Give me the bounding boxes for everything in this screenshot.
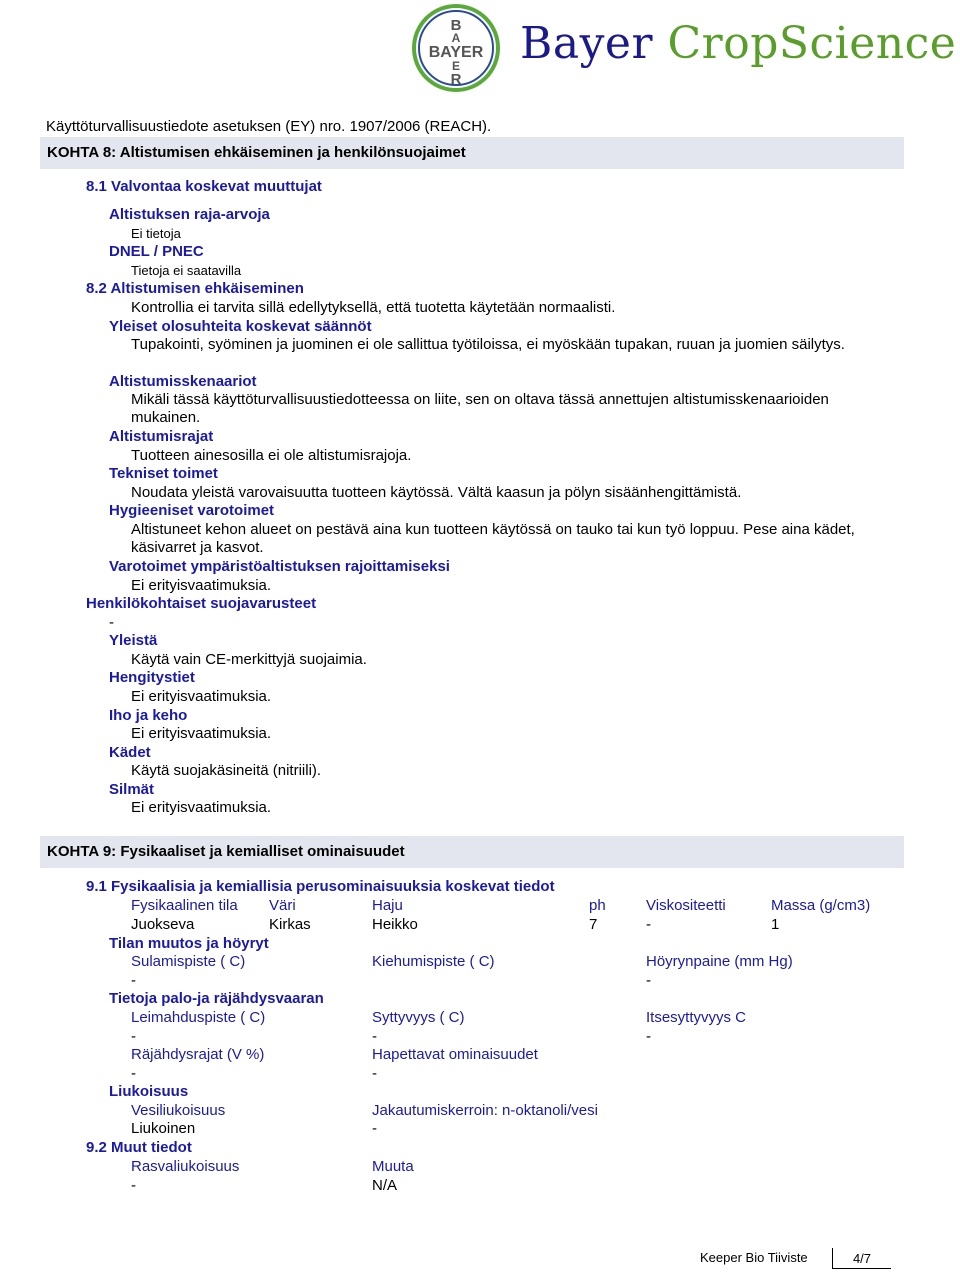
heading-8-2-value: Kontrollia ei tarvita sillä edellytyksellä, että tuotetta käytetään normaalisti. <box>131 299 616 316</box>
eyes-value: Ei erityisvaatimuksia. <box>131 799 272 816</box>
hands-value: Käytä suojakäsineitä (nitriili). <box>131 762 322 779</box>
page-number: 4/7 <box>832 1248 891 1269</box>
hygiene-heading: Hygieeniset varotoimet <box>109 502 275 519</box>
environment-value: Ei erityisvaatimuksia. <box>131 577 272 594</box>
water-solubility-label: Vesiliukoisuus <box>131 1102 226 1119</box>
prop-value-density: 1 <box>771 916 780 933</box>
dnel-heading: DNEL / PNEC <box>109 243 204 260</box>
section-8-header: KOHTA 8: Altistumisen ehkäiseminen ja henkilönsuojaimet <box>40 137 904 169</box>
scenarios-heading: Altistumisskenaariot <box>109 373 257 390</box>
flammability-value: - <box>372 1028 377 1045</box>
other-label: Muuta <box>372 1158 414 1175</box>
partition-coefficient-value: - <box>372 1120 377 1137</box>
prop-header-viscosity: Viskositeetti <box>646 897 726 914</box>
partition-coefficient-label: Jakautumiskerroin: n-oktanoli/vesi <box>372 1102 598 1119</box>
melting-point-value: - <box>131 972 136 989</box>
prop-header-ph: ph <box>589 897 606 914</box>
hands-heading: Kädet <box>109 744 151 761</box>
svg-text:BAYER: BAYER <box>428 44 484 61</box>
scenarios-value: Mikäli tässä käyttöturvallisuustiedotteessa on liite, sen on oltava tässä annettujen altistumisskenaarioiden mukainen. <box>131 391 829 426</box>
prop-header-state: Fysikaalinen tila <box>131 897 238 914</box>
environment-heading: Varotoimet ympäristöaltistuksen rajoittamiseksi <box>109 558 450 575</box>
brand-name: Bayer CropScience <box>520 18 957 69</box>
oxidizing-label: Hapettavat ominaisuudet <box>372 1046 538 1063</box>
explosion-limits-label: Räjähdysrajat (V %) <box>131 1046 265 1063</box>
exposure-limits-value: Tuotteen ainesosilla ei ole altistumisrajoja. <box>131 447 412 464</box>
heading-8-2: 8.2 Altistumisen ehkäiseminen <box>86 280 304 297</box>
prop-header-odor: Haju <box>372 897 403 914</box>
dnel-value: Tietoja ei saatavilla <box>131 263 242 278</box>
prop-header-color: Väri <box>269 897 296 914</box>
skin-heading: Iho ja keho <box>109 707 188 724</box>
prop-value-odor: Heikko <box>372 916 418 933</box>
heading-8-1: 8.1 Valvontaa koskevat muuttujat <box>86 178 322 195</box>
vapor-pressure-value: - <box>646 972 651 989</box>
prop-value-viscosity: - <box>646 916 651 933</box>
limits-heading: Altistuksen raja-arvoja <box>109 206 270 223</box>
footer-product-name: Keeper Bio Tiiviste <box>700 1250 808 1265</box>
heading-9-1: 9.1 Fysikaalisia ja kemiallisia perusominaisuuksia koskevat tiedot <box>86 878 555 895</box>
technical-value: Noudata yleistä varovaisuutta tuotteen käytössä. Vältä kaasun ja pölyn sisäänhengittämistä. <box>131 484 742 501</box>
respiratory-heading: Hengitystiet <box>109 669 195 686</box>
oxidizing-value: - <box>372 1065 377 1082</box>
regulation-line: Käyttöturvallisuustiedote asetuksen (EY) nro. 1907/2006 (REACH). <box>46 118 492 135</box>
fat-solubility-label: Rasvaliukoisuus <box>131 1158 240 1175</box>
boiling-point-label: Kiehumispiste ( C) <box>372 953 495 970</box>
hygiene-value: Altistuneet kehon alueet on pestävä aina kun tuotteen käytössä on tauko tai kun työ loppuu. Pese aina kädet, käsivarret ja kasvot. <box>131 521 855 556</box>
vapor-pressure-label: Höyrynpaine (mm Hg) <box>646 953 793 970</box>
fat-solubility-value: - <box>131 1177 136 1194</box>
ppe-value: - <box>109 614 114 631</box>
svg-text:E: E <box>451 59 461 73</box>
general-rules-heading: Yleiset olosuhteita koskevat säännöt <box>109 318 372 335</box>
section-9-header: KOHTA 9: Fysikaaliset ja kemialliset ominaisuudet <box>40 836 904 868</box>
general-ppe-value: Käytä vain CE-merkittyjä suojaimia. <box>131 651 367 668</box>
general-rules-value: Tupakointi, syöminen ja juominen ei ole sallittua työtiloissa, ei myöskään tupakan, ruuan ja juomien säilytys. <box>131 336 845 353</box>
flash-point-label: Leimahduspiste ( C) <box>131 1009 266 1026</box>
bayer-cross-logo <box>412 4 500 92</box>
prop-value-color: Kirkas <box>269 916 311 933</box>
skin-value: Ei erityisvaatimuksia. <box>131 725 272 742</box>
other-value: N/A <box>372 1177 398 1194</box>
solubility-heading: Liukoisuus <box>109 1083 189 1100</box>
explosion-limits-value: - <box>131 1065 136 1082</box>
melting-point-label: Sulamispiste ( C) <box>131 953 246 970</box>
ppe-heading: Henkilökohtaiset suojavarusteet <box>86 595 317 612</box>
exposure-limits-heading: Altistumisrajat <box>109 428 214 445</box>
flammability-label: Syttyvyys ( C) <box>372 1009 465 1026</box>
fire-heading: Tietoja palo-ja räjähdysvaaran <box>109 990 324 1007</box>
prop-value-ph: 7 <box>589 916 598 933</box>
limits-value: Ei tietoja <box>131 226 181 241</box>
svg-text:R: R <box>450 71 462 88</box>
technical-heading: Tekniset toimet <box>109 465 218 482</box>
flash-point-value: - <box>131 1028 136 1045</box>
general-ppe-heading: Yleistä <box>109 632 158 649</box>
heading-9-2: 9.2 Muut tiedot <box>86 1139 192 1156</box>
eyes-heading: Silmät <box>109 781 155 798</box>
state-change-heading: Tilan muutos ja höyryt <box>109 935 269 952</box>
prop-value-state: Juokseva <box>131 916 195 933</box>
svg-text:B: B <box>450 17 462 34</box>
prop-header-density: Massa (g/cm3) <box>771 897 871 914</box>
water-solubility-value: Liukoinen <box>131 1120 196 1137</box>
autoignition-value: - <box>646 1028 651 1045</box>
respiratory-value: Ei erityisvaatimuksia. <box>131 688 272 705</box>
autoignition-label: Itsesyttyvyys C <box>646 1009 747 1026</box>
svg-text:A: A <box>451 31 461 45</box>
